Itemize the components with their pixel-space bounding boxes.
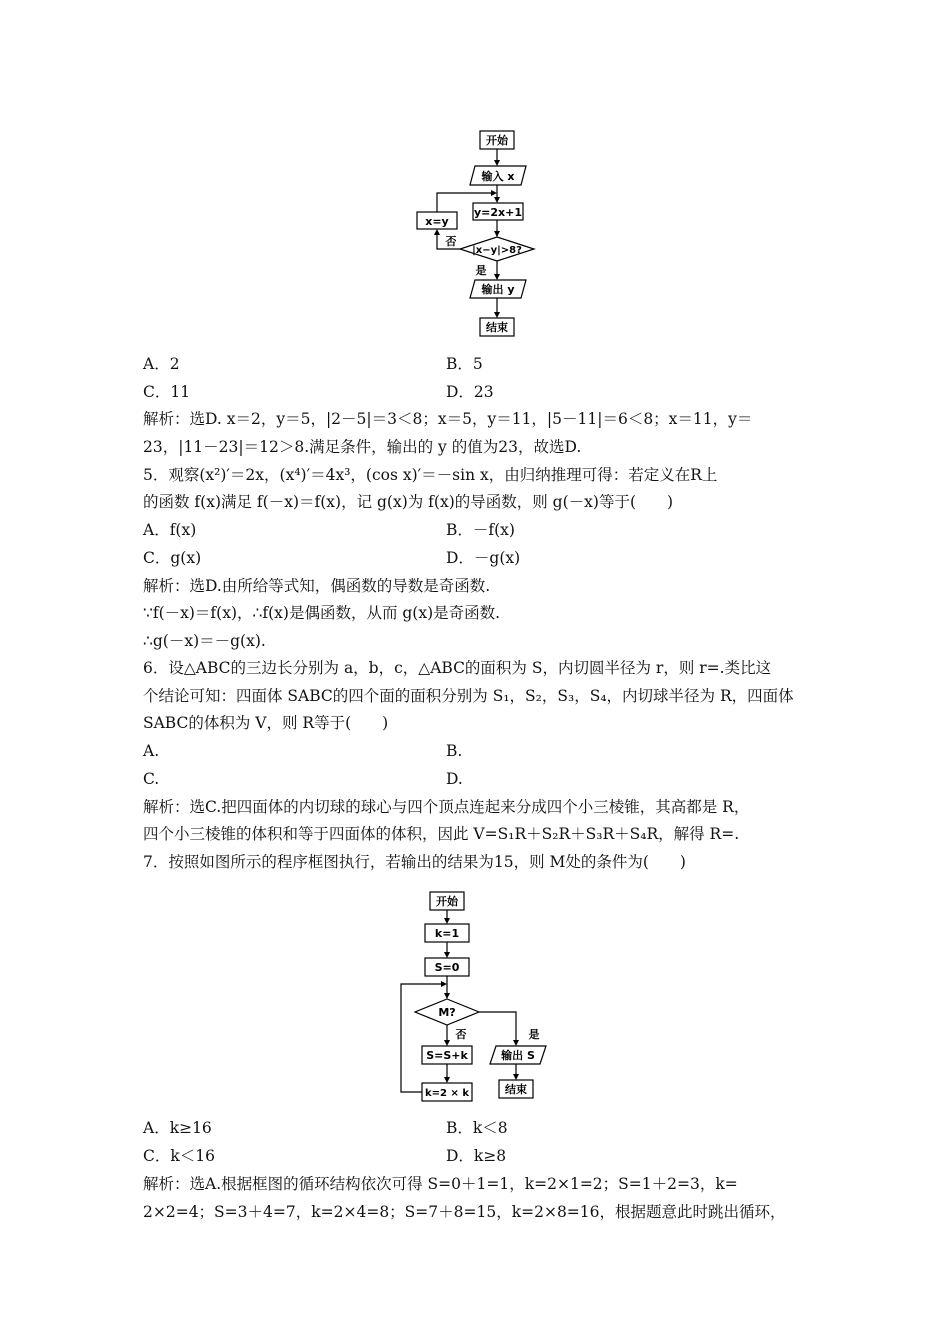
q7-stem: 7．按照如图所示的程序框图执行，若输出的结果为15，则 M处的条件为( ) bbox=[143, 853, 686, 871]
fc1-assign-x-label: x=y bbox=[425, 215, 449, 228]
fc1-no-label: 否 bbox=[445, 235, 457, 248]
q6-stem-line-2: 个结论可知：四面体 SABC的四个面的面积分别为 S₁，S₂，S₃，S₄，内切球半径为 R，四面体 bbox=[143, 687, 794, 705]
fc1-yes-label: 是 bbox=[475, 264, 487, 277]
q6-solution-line-1: 解析：选C.把四面体的内切球的球心与四个顶点连起来分成四个小三棱锥，其高都是 R， bbox=[143, 798, 750, 816]
fc1-output-label: 输出 y bbox=[481, 283, 515, 296]
fc1-assign-y-label: y=2x+1 bbox=[473, 206, 523, 219]
fc2-s-init-label: S=0 bbox=[434, 961, 460, 974]
q6-option-c: C. bbox=[143, 770, 160, 788]
q4-option-d: D．23 bbox=[446, 383, 494, 401]
fc2-k-update-label: k=2 × k bbox=[425, 1088, 469, 1099]
q5-option-d: D．－g(x) bbox=[446, 549, 521, 567]
fc2-condition-label: M? bbox=[438, 1006, 456, 1019]
q6-stem-line-1: 6．设△ABC的三边长分别为 a，b，c，△ABC的面积为 S，内切圆半径为 r，则 r=.类比这 bbox=[143, 659, 772, 677]
fc2-start-label: 开始 bbox=[436, 895, 458, 908]
fc2-s-update-label: S=S+k bbox=[426, 1049, 468, 1062]
q7-option-b: B．k＜8 bbox=[446, 1119, 508, 1137]
fc1-start-label: 开始 bbox=[486, 134, 508, 147]
q5-option-b: B．－f(x) bbox=[446, 521, 515, 539]
fc2-k-init-label: k=1 bbox=[434, 927, 460, 940]
q7-solution-line-1: 解析：选A.根据框图的循环结构依次可得 S=0＋1=1，k=2×1=2；S=1＋2=3，k= bbox=[143, 1175, 738, 1193]
q4-solution-line-2: 23，|11－23|＝12＞8.满足条件，输出的 y 的值为23，故选D. bbox=[143, 438, 582, 456]
q4-option-a: A．2 bbox=[143, 355, 180, 373]
q4-option-b: B．5 bbox=[446, 355, 483, 373]
q4-option-c: C．11 bbox=[143, 383, 191, 401]
fc1-end-label: 结束 bbox=[486, 321, 508, 334]
fc2-no-label: 否 bbox=[455, 1028, 467, 1041]
fc2-end-label: 结束 bbox=[505, 1083, 527, 1096]
fc1-input-label: 输入 x bbox=[481, 170, 515, 183]
q5-stem-line-1: 5．观察(x²)′＝2x，(x⁴)′＝4x³，(cos x)′＝－sin x，由归纳推理可得：若定义在R上 bbox=[143, 466, 718, 484]
q5-option-a: A．f(x) bbox=[143, 521, 197, 539]
q5-solution-line-1: 解析：选D.由所给等式知，偶函数的导数是奇函数. bbox=[143, 577, 491, 595]
q6-stem-line-3: SABC的体积为 V，则 R等于( ) bbox=[143, 714, 389, 732]
q5-solution-line-2: ∵f(－x)＝f(x)，∴f(x)是偶函数，从而 g(x)是奇函数. bbox=[143, 604, 501, 622]
q7-solution-line-2: 2×2=4；S=3＋4=7，k=2×4=8；S=7＋8=15，k=2×8=16，根据题意此时跳出循环， bbox=[143, 1203, 786, 1221]
fc2-yes-label: 是 bbox=[528, 1028, 540, 1041]
q6-option-a: A. bbox=[143, 742, 160, 760]
q5-option-c: C．g(x) bbox=[143, 549, 202, 567]
q7-option-c: C．k＜16 bbox=[143, 1147, 215, 1165]
fc2-output-label: 输出 S bbox=[501, 1049, 535, 1062]
q6-solution-line-2: 四个小三棱锥的体积和等于四面体的体积，因此 V=S₁R＋S₂R＋S₃R＋S₄R，解得 R=. bbox=[143, 825, 740, 843]
q7-option-d: D．k≥8 bbox=[446, 1147, 507, 1165]
q6-option-d: D. bbox=[446, 770, 463, 788]
q7-option-a: A．k≥16 bbox=[143, 1119, 212, 1137]
q6-option-b: B. bbox=[446, 742, 463, 760]
q4-solution-line-1: 解析：选D. x＝2，y＝5，|2－5|＝3＜8；x＝5，y＝11，|5－11|＝6＜8；x＝11，y＝ bbox=[143, 410, 753, 428]
q5-solution-line-3: ∴g(－x)＝－g(x). bbox=[143, 632, 266, 650]
q5-stem-line-2: 的函数 f(x)满足 f(－x)＝f(x)，记 g(x)为 f(x)的导函数，则 g(－x)等于( ) bbox=[143, 493, 674, 511]
fc1-condition-label: |x−y|>8? bbox=[472, 245, 522, 256]
